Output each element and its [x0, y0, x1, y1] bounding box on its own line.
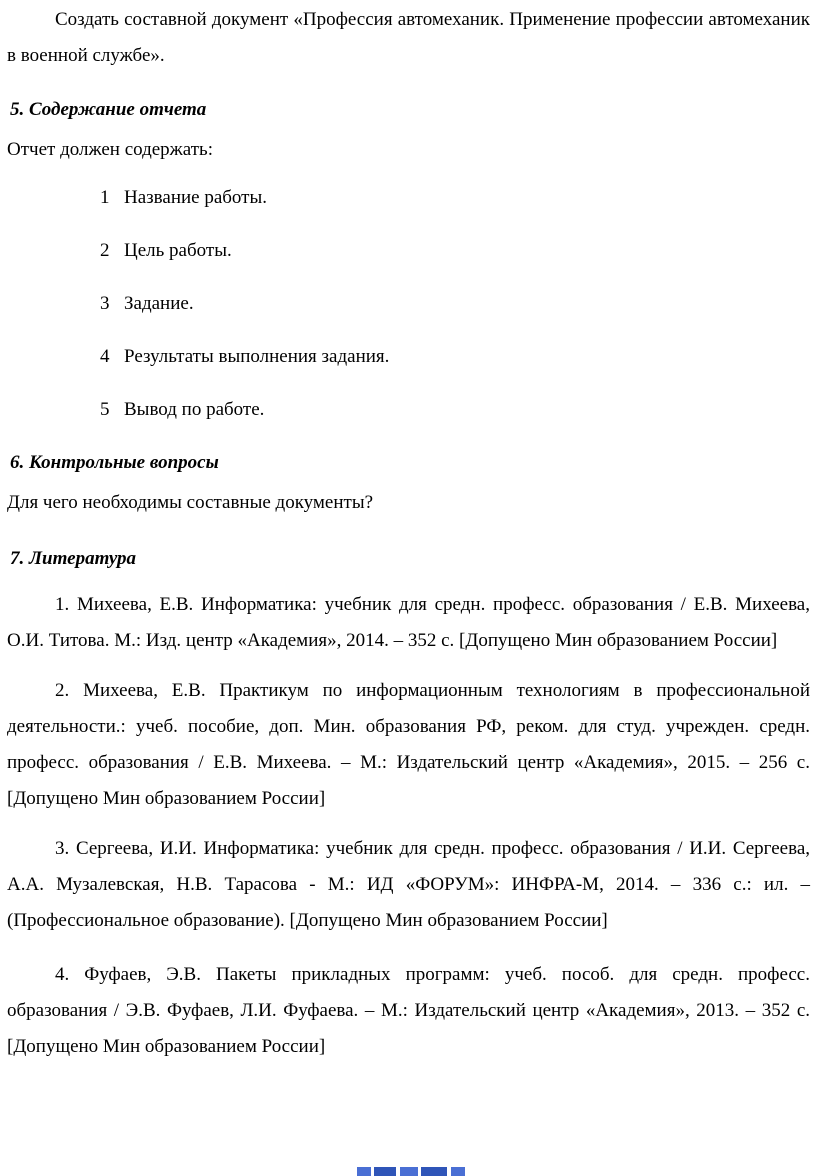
- list-item: [7, 233, 810, 269]
- report-contents-list: [7, 180, 810, 428]
- reference-4: 4. Фуфаев, Э.В. Пакеты прикладных программ: учеб. пособ. для средн. професс. образования / Э.В. Фуфаев, Л.И. Фуфаева. – М.: Издательский центр «Академия», 2013. – 352 с. [Допущено Мин образованием России]: [7, 964, 810, 1057]
- list-item-number: 1: [100, 187, 110, 208]
- reference-1: 1. Михеева, Е.В. Информатика: учебник для средн. професс. образования / Е.В. Михеева, О.И. Титова. М.: Изд. центр «Академия», 2014. – 352 с. [Допущено Мин образованием России]: [7, 594, 810, 651]
- strip-segment: [421, 1167, 447, 1176]
- partial-image-strip: [357, 1167, 465, 1176]
- control-question: Для чего необходимы составные документы?: [7, 492, 374, 513]
- list-item-text: Вывод по работе.: [124, 399, 265, 420]
- section-5-heading: 5. Содержание отчета: [10, 99, 207, 120]
- list-item-number: 5: [100, 399, 110, 420]
- intro-paragraph: Создать составной документ «Профессия автомеханик. Применение профессии автомеханик в военной службе».: [7, 9, 810, 66]
- reference-3: 3. Сергеева, И.И. Информатика: учебник для средн. професс. образования / И.И. Сергеева, А.А. Музалевская, Н.В. Тарасова - М.: ИД «ФОРУМ»: ИНФРА-М, 2014. – 336 с.: ил. – (Профессиональное образование). [Допущено Мин образованием России]: [7, 838, 810, 931]
- list-item: [7, 339, 810, 375]
- list-item-text: Результаты выполнения задания.: [124, 346, 390, 367]
- list-item: [7, 286, 810, 322]
- section-5-lead: Отчет должен содержать:: [7, 139, 213, 160]
- list-item-text: Цель работы.: [124, 240, 232, 261]
- section-6-heading: 6. Контрольные вопросы: [10, 452, 219, 473]
- list-item-number: 4: [100, 346, 110, 367]
- list-item: [7, 392, 810, 428]
- reference-2: 2. Михеева, Е.В. Практикум по информационным технологиям в профессиональной деятельности.: учеб. пособие, доп. Мин. образования РФ, реком. для студ. учрежден. средн. професс. образования / Е.В. Михеева. – М.: Издательский центр «Академия», 2015. – 256 с. [Допущено Мин образованием России]: [7, 680, 810, 809]
- strip-segment: [357, 1167, 371, 1176]
- strip-segment: [374, 1167, 396, 1176]
- strip-segment: [451, 1167, 465, 1176]
- list-item-text: Название работы.: [124, 187, 268, 208]
- strip-segment: [400, 1167, 418, 1176]
- list-item-number: 2: [100, 240, 110, 261]
- list-item: [7, 180, 810, 216]
- list-item-text: Задание.: [124, 293, 194, 314]
- list-item-number: 3: [100, 293, 110, 314]
- section-7-heading: 7. Литература: [10, 548, 137, 569]
